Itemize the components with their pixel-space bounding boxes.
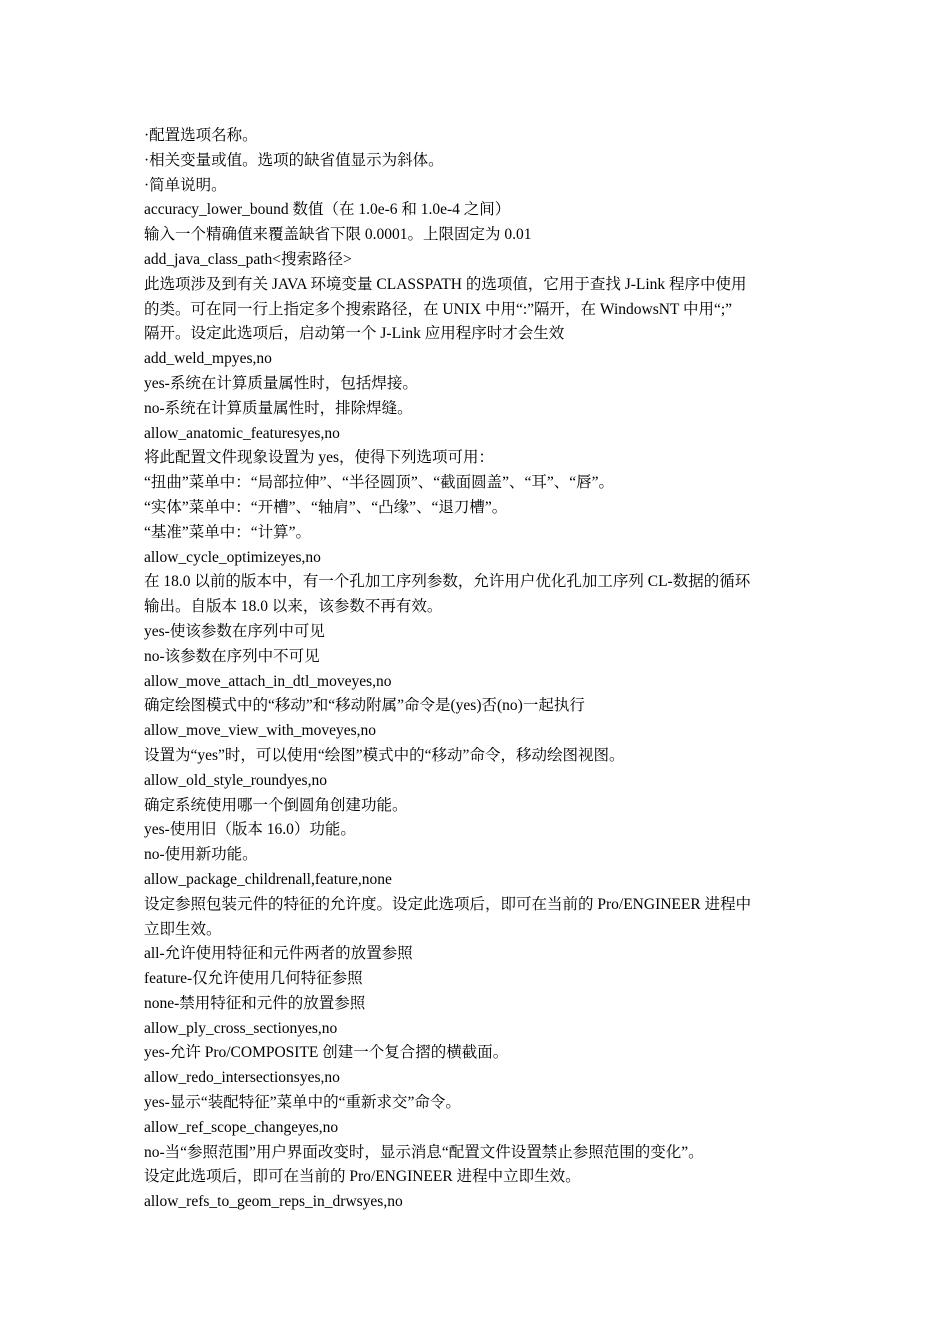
text-line: no-该参数在序列中不可见 (144, 647, 320, 665)
text-line: 将此配置文件现象设置为 yes，使得下列选项可用： (144, 449, 495, 467)
text-line: “实体”菜单中：“开槽”、“轴肩”、“凸缘”、“退刀槽”。 (144, 498, 508, 516)
option-name-line: allow_move_attach_in_dtl_moveyes,no (144, 672, 392, 690)
text-line: no-使用新功能。 (144, 846, 258, 864)
text-line: 立即生效。 (144, 920, 222, 938)
option-name-line: allow_refs_to_geom_reps_in_drwsyes,no (144, 1193, 403, 1211)
text-line: 设定参照包装元件的特征的允许度。设定此选项后，即可在当前的 Pro/ENGINEER 进程中 (144, 895, 752, 913)
option-name-line: allow_package_childrenall,feature,none (144, 870, 392, 888)
text-line: 设定此选项后，即可在当前的 Pro/ENGINEER 进程中立即生效。 (144, 1168, 581, 1186)
option-name-line: allow_redo_intersectionsyes,no (144, 1069, 340, 1087)
option-name-line: allow_cycle_optimizeyes,no (144, 548, 321, 566)
text-line: “扭曲”菜单中：“局部拉伸”、“半径圆顶”、“截面圆盖”、“耳”、“唇”。 (144, 474, 615, 492)
text-line: none-禁用特征和元件的放置参照 (144, 994, 366, 1012)
text-line: 设置为“yes”时，可以使用“绘图”模式中的“移动”命令，移动绘图视图。 (144, 746, 625, 764)
text-line: no-系统在计算质量属性时，排除焊缝。 (144, 399, 413, 417)
option-name-line: accuracy_lower_bound 数值（在 1.0e-6 和 1.0e-4 之间） (144, 201, 511, 219)
text-line: 在 18.0 以前的版本中，有一个孔加工序列参数，允许用户优化孔加工序列 CL-数据的循环 (144, 573, 751, 591)
text-line: 此选项涉及到有关 JAVA 环境变量 CLASSPATH 的选项值，它用于查找 J-Link 程序中使用 (144, 275, 747, 293)
text-line: ·配置选项名称。 (144, 127, 258, 144)
document-body (144, 124, 812, 1215)
text-line: 的类。可在同一行上指定多个搜索路径，在 UNIX 中用“:”隔开，在 WindowsNT 中用“;” (144, 300, 733, 318)
option-name-line: add_java_class_path<搜索路径> (144, 250, 352, 268)
text-line: 隔开。设定此选项后，启动第一个 J-Link 应用程序时才会生效 (144, 325, 565, 343)
text-line: “基准”菜单中：“计算”。 (144, 523, 312, 541)
option-name-line: allow_ply_cross_sectionyes,no (144, 1019, 338, 1037)
text-line: yes-使用旧（版本 16.0）功能。 (144, 821, 356, 839)
text-line: yes-使该参数在序列中可见 (144, 622, 325, 640)
text-line: 确定系统使用哪一个倒圆角创建功能。 (144, 796, 408, 814)
text-line: yes-显示“装配特征”菜单中的“重新求交”命令。 (144, 1094, 461, 1112)
text-line: 输出。自版本 18.0 以来，该参数不再有效。 (144, 598, 443, 616)
text-line: ·相关变量或值。选项的缺省值显示为斜体。 (144, 151, 444, 169)
text-line: yes-允许 Pro/COMPOSITE 创建一个复合摺的横截面。 (144, 1044, 509, 1062)
option-name-line: allow_ref_scope_changeyes,no (144, 1118, 339, 1136)
text-line: yes-系统在计算质量属性时，包括焊接。 (144, 374, 418, 392)
text-line: 输入一个精确值来覆盖缺省下限 0.0001。上限固定为 0.01 (144, 226, 532, 244)
option-name-line: allow_anatomic_featuresyes,no (144, 424, 340, 442)
text-line: no-当“参照范围”用户界面改变时，显示消息“配置文件设置禁止参照范围的变化”。 (144, 1143, 704, 1161)
option-name-line: allow_move_view_with_moveyes,no (144, 722, 377, 740)
text-line: feature-仅允许使用几何特征参照 (144, 970, 363, 988)
option-name-line: add_weld_mpyes,no (144, 350, 272, 368)
text-line: all-允许使用特征和元件两者的放置参照 (144, 945, 413, 963)
text-line: ·简单说明。 (144, 176, 227, 194)
text-line: 确定绘图模式中的“移动”和“移动附属”命令是(yes)否(no)一起执行 (144, 697, 585, 715)
option-name-line: allow_old_style_roundyes,no (144, 771, 327, 789)
